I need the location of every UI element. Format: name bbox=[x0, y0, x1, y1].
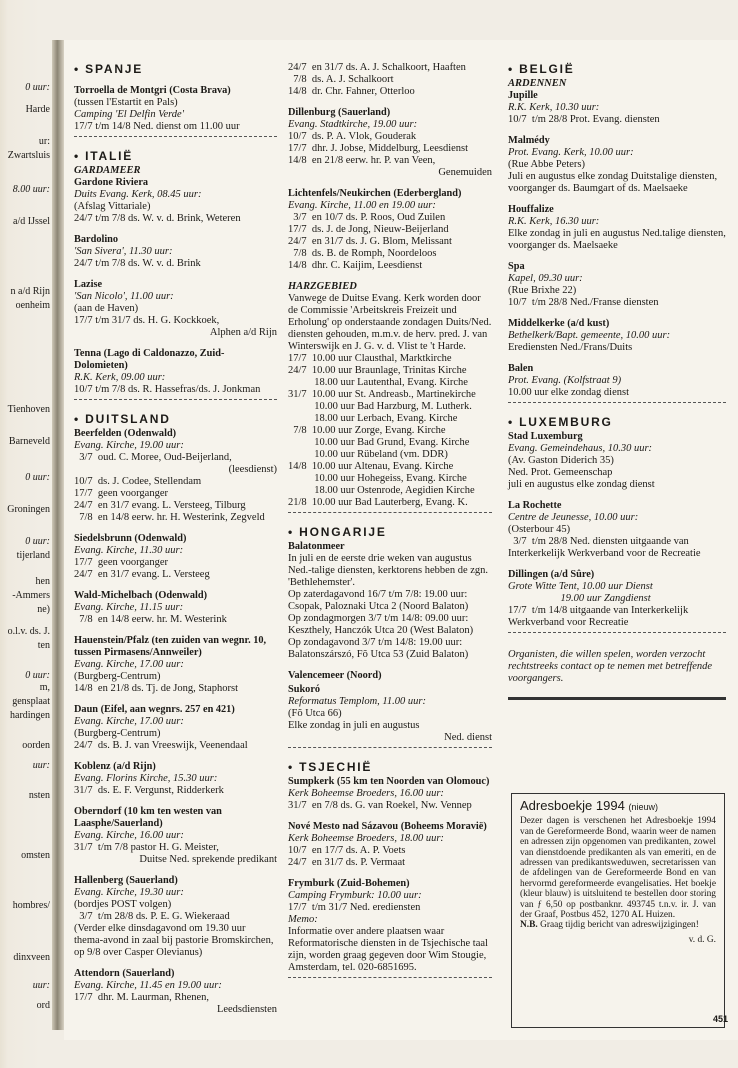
place-name: Spa bbox=[508, 261, 525, 272]
service-line: (bordjes POST volgen) bbox=[74, 899, 172, 910]
dashed-divider bbox=[74, 136, 277, 137]
service-entry bbox=[288, 776, 492, 812]
country-heading: • BELGIË bbox=[508, 62, 575, 76]
place-name: Hallenberg (Sauerland) bbox=[74, 875, 178, 886]
service-line: 18.00 uur Lautenthal, Evang. Kirche bbox=[288, 377, 468, 388]
service-line: 3/7 oud. C. Moree, Oud-Beijerland, bbox=[74, 452, 232, 463]
left-page-fragment: Groningen bbox=[7, 504, 50, 515]
service-location: Evang. Kirche, 17.00 uur: bbox=[74, 659, 184, 670]
service-line: 3/7 t/m 28/8 Ned. diensten uitgaande van Interkerkelijk Werkverband voor de Recreatie bbox=[508, 536, 701, 559]
left-page-fragment: dinxveen bbox=[13, 952, 50, 963]
service-location: 19.00 uur Zangdienst bbox=[508, 593, 651, 604]
place-name: Houffalize bbox=[508, 204, 554, 215]
service-entry bbox=[508, 261, 726, 309]
service-line: 31/7 en 7/8 ds. G. van Roekel, Nw. Vennep bbox=[288, 800, 472, 811]
place-name: Malmédy bbox=[508, 135, 550, 146]
box-signature: v. d. G. bbox=[688, 934, 716, 945]
service-location: Centre de Jeunesse, 10.00 uur: bbox=[508, 512, 639, 523]
left-page-fragment: ten bbox=[37, 640, 50, 651]
service-location: Reformatus Templom, 11.00 uur: bbox=[288, 696, 426, 707]
place-name: Attendorn (Sauerland) bbox=[74, 968, 175, 979]
service-line: 17/7 t/m 14/8 uitgaande van Interkerkelijk Werkverband voor Recreatie bbox=[508, 605, 691, 628]
service-entry bbox=[74, 968, 277, 1016]
service-line: Elke zondag in juli en augustus bbox=[288, 720, 420, 731]
left-page-fragment: oenheim bbox=[15, 300, 50, 311]
box-nb bbox=[520, 920, 716, 930]
service-line: Ned. Prot. Gemeenschap bbox=[508, 467, 613, 478]
place-name: Beerfelden (Odenwald) bbox=[74, 428, 177, 439]
dashed-divider bbox=[74, 399, 277, 400]
service-entry bbox=[288, 821, 492, 869]
service-line: 10/7 ds. J. Codee, Stellendam bbox=[74, 476, 202, 487]
region-heading: HARZGEBIED bbox=[288, 281, 357, 292]
service-entry bbox=[74, 806, 277, 866]
service-line: 18.00 uur Ostenrode, Aegidien Kirche bbox=[288, 485, 475, 496]
service-line: 10.00 uur Bad Grund, Evang. Kirche bbox=[288, 437, 470, 448]
left-page-fragment: 0 uur: bbox=[25, 82, 50, 93]
service-entry bbox=[508, 204, 729, 252]
left-page-fragment: 0 uur: bbox=[25, 472, 50, 483]
service-line: 10.00 uur elke zondag dienst bbox=[508, 387, 630, 398]
service-line: 14/8 dhr. C. Kaijim, Leesdienst bbox=[288, 260, 423, 271]
service-entry bbox=[74, 875, 277, 959]
left-page-fragment: n a/d Rijn bbox=[10, 286, 50, 297]
box-body: Dezer dagen is verschenen het Adresboekje 1994 van de Gereformeerde Bond, waarin weer de namen en adressen zijn opgenomen van predikanten, zowel van dienstdoende predikanten als van emeriti, en de adressen van predikantsweduwen, secretarissen van de afdelingen van de Gereformeerde Bond en van hervormd gereformeerde evangelisaties. Het boekje (kleur blauw) is uitsluitend te bestellen door storing van ƒ 6,50 op postbanknr. 493745 t.n.v. ir. J. van der Graaf, Postbus 452, 1270 AL Huizen. bbox=[520, 816, 716, 921]
service-line: (Verder elke dinsdagavond om 19.30 uur thema-avond in zaal bij pastorie Bromskirchen, op 9/8 over Casper Olevianus) bbox=[74, 923, 277, 958]
service-line: 10/7 t/m 28/8 Prot. Evang. diensten bbox=[508, 114, 660, 125]
service-location: Evang. Florins Kirche, 15.30 uur: bbox=[74, 773, 218, 784]
left-page-fragment: Tienhoven bbox=[7, 404, 50, 415]
service-line: Erediensten Ned./Frans/Duits bbox=[508, 342, 633, 353]
place-name: Daun (Eifel, aan wegnrs. 257 en 421) bbox=[74, 704, 235, 715]
service-entry bbox=[288, 188, 492, 272]
adresboekje-box bbox=[511, 793, 725, 1028]
service-location: Kapel, 09.30 uur: bbox=[508, 273, 583, 284]
organist-note: Organisten, die willen spelen, worden verzocht rechtstreeks contact op te nemen met betreffende voorgangers. bbox=[508, 649, 713, 684]
service-location: R.K. Kerk, 16.30 uur: bbox=[508, 216, 600, 227]
left-page-fragment: ur: bbox=[38, 136, 50, 147]
place-name: Sumpkerk (55 km ten Noorden van Olomouc) bbox=[288, 776, 490, 787]
service-location: Memo: bbox=[288, 914, 318, 925]
service-line: 24/7 ds. B. J. van Vreeswijk, Veenendaal bbox=[74, 740, 248, 751]
service-entry bbox=[74, 234, 277, 270]
left-page-fragment: nsten bbox=[28, 790, 50, 801]
left-page-fragment: hombres/ bbox=[12, 900, 50, 911]
left-page-fragment: ord bbox=[36, 1000, 50, 1011]
place-name: Lichtenfels/Neukirchen (Ederbergland) bbox=[288, 188, 462, 199]
service-line: (Burgberg-Centrum) bbox=[74, 671, 161, 682]
place-name: Dillingen (a/d Sûre) bbox=[508, 569, 595, 580]
dashed-divider bbox=[508, 632, 726, 633]
service-line: (Rue Brixhe 22) bbox=[508, 285, 577, 296]
place-name: Frymburk (Zuid-Bohemen) bbox=[288, 878, 410, 889]
service-location: Evang. Kirche, 11.15 uur: bbox=[74, 602, 184, 613]
service-line-right: Leedsdiensten bbox=[216, 1004, 277, 1015]
place-name: Nové Mesto nad Sázavou (Boheems Moravië) bbox=[288, 821, 487, 832]
service-location: Evang. Kirche, 11.30 uur: bbox=[74, 545, 184, 556]
dashed-divider bbox=[288, 977, 492, 978]
service-line: 10/7 t/m 28/8 Ned./Franse diensten bbox=[508, 297, 659, 308]
service-location: Bethelkerk/Bapt. gemeente, 10.00 uur: bbox=[508, 330, 671, 341]
service-line: 17/7 t/m 31/7 Ned. erediensten bbox=[288, 902, 421, 913]
place-name: Dillenburg (Sauerland) bbox=[288, 107, 391, 118]
service-line: 17/7 dhr. J. Jobse, Middelburg, Leesdienst bbox=[288, 143, 469, 154]
place-name: Siedelsbrunn (Odenwald) bbox=[74, 533, 187, 544]
service-location: Prot. Evang. (Kolfstraat 9) bbox=[508, 375, 622, 386]
left-page-fragment: m, bbox=[39, 682, 50, 693]
service-entry bbox=[508, 431, 726, 491]
service-entry bbox=[288, 62, 492, 98]
service-location: Evang. Kirche, 17.00 uur: bbox=[74, 716, 184, 727]
service-line: (tussen l'Estartit en Pals) bbox=[74, 97, 178, 108]
page-gutter bbox=[52, 40, 64, 1030]
service-entry bbox=[74, 165, 277, 225]
service-line: 7/8 en 14/8 eerw. hr. M. Westerink bbox=[74, 614, 227, 625]
place-name: Balen bbox=[508, 363, 534, 374]
service-line: Informatie over andere plaatsen waar Reformatorische diensten in de Tsjechische taal zijn, worden graag gegeven door Wim Stougie, Amsterdam, tel. 020-6851695. bbox=[288, 926, 491, 973]
place-name: Hauenstein/Pfalz (ten zuiden van wegnr. 10, tussen Pirmasens/Annweiler) bbox=[74, 635, 267, 658]
place-name: Valencemeer (Noord) bbox=[288, 670, 382, 681]
service-location: Evang. Gemeindehaus, 10.30 uur: bbox=[508, 443, 653, 454]
service-line: 7/8 10.00 uur Zorge, Evang. Kirche bbox=[288, 425, 446, 436]
service-line: 17/7 geen voorganger bbox=[74, 557, 168, 568]
service-location: R.K. Kerk, 09.00 uur: bbox=[74, 372, 166, 383]
service-entry bbox=[508, 318, 726, 354]
service-line: 14/8 en 21/8 eerw. hr. P. van Veen, bbox=[288, 155, 436, 166]
left-page-fragment: o.l.v. ds. J. bbox=[7, 626, 50, 637]
service-line: (Fõ Utca 66) bbox=[288, 708, 342, 719]
left-page-fragment: hardingen bbox=[10, 710, 50, 721]
place-name: Middelkerke (a/d kust) bbox=[508, 318, 610, 329]
region-heading: ARDENNEN bbox=[508, 78, 567, 89]
box-title bbox=[520, 798, 716, 813]
service-location: R.K. Kerk, 10.30 uur: bbox=[508, 102, 600, 113]
place-name: Stad Luxemburg bbox=[508, 431, 583, 442]
service-location: Prot. Evang. Kerk, 10.00 uur: bbox=[508, 147, 634, 158]
box-title-text: Adresboekje 1994 bbox=[520, 798, 625, 813]
place-name: Tenna (Lago di Caldonazzo, Zuid-Dolomieten) bbox=[74, 348, 225, 371]
country-heading: • SPANJE bbox=[74, 62, 144, 76]
previous-page-edge bbox=[0, 60, 50, 1011]
left-page-fragment: hen bbox=[35, 576, 50, 587]
service-line-right: (leesdienst) bbox=[228, 464, 277, 475]
service-location: Kerk Boheemse Broeders, 18.00 uur: bbox=[288, 833, 444, 844]
service-line: 10/7 en 17/7 ds. A. P. Voets bbox=[288, 845, 406, 856]
dashed-divider bbox=[288, 747, 492, 748]
service-entry bbox=[74, 85, 277, 133]
service-location: Evang. Kirche, 19.30 uur: bbox=[74, 887, 184, 898]
country-heading: • HONGARIJE bbox=[288, 525, 387, 539]
service-line: 24/7 en 31/7 ds. P. Vermaat bbox=[288, 857, 406, 868]
service-line: 17/7 10.00 uur Clausthal, Marktkirche bbox=[288, 353, 452, 364]
place-name: Lazise bbox=[74, 279, 103, 290]
country-heading: • TSJECHIË bbox=[288, 760, 373, 774]
service-location: Camping 'El Delfin Verde' bbox=[74, 109, 184, 120]
dashed-divider bbox=[508, 402, 726, 403]
service-line: 24/7 en 31/7 ds. J. G. Blom, Melissant bbox=[288, 236, 452, 247]
place-name: Koblenz (a/d Rijn) bbox=[74, 761, 156, 772]
service-line: 24/7 en 31/7 evang. L. Versteeg, Tilburg bbox=[74, 500, 246, 511]
left-page-fragment: Harde bbox=[25, 104, 50, 115]
service-line: juli en augustus elke zondag dienst bbox=[508, 479, 655, 490]
left-page-fragment: omsten bbox=[21, 850, 50, 861]
service-line: 24/7 t/m 7/8 ds. W. v. d. Brink bbox=[74, 258, 201, 269]
service-location: Evang. Stadtkirche, 19.00 uur: bbox=[288, 119, 418, 130]
service-line: Vanwege de Duitse Evang. Kerk worden door de Commissie 'Arbeitskreis Freizeit und Erholung' op onderstaande zondagen Duits/Ned. diensten gehouden, m.m.v. de herv. pred. J. van Winterswijk en J. G. v. d. Vlist te 't Harde. bbox=[288, 293, 495, 352]
left-page-fragment: 8.00 uur: bbox=[12, 184, 50, 195]
left-page-fragment: gensplaat bbox=[12, 696, 50, 707]
service-line: 10.00 uur Hohegeiss, Evang. Kirche bbox=[288, 473, 467, 484]
service-location: Grote Witte Tent, 10.00 uur Dienst bbox=[508, 581, 653, 592]
service-line: 17/7 dhr. M. Laurman, Rhenen, bbox=[74, 992, 210, 1003]
service-line: 18.00 uur Lerbach, Evang. Kirche bbox=[288, 413, 458, 424]
left-page-fragment: tijerland bbox=[16, 550, 50, 561]
service-entry bbox=[288, 878, 492, 974]
service-line: 24/7 en 31/7 ds. A. J. Schalkoort, Haaften bbox=[288, 62, 466, 73]
service-line: (Rue Abbe Peters) bbox=[508, 159, 585, 170]
country-heading: • DUITSLAND bbox=[74, 412, 171, 426]
service-entry bbox=[74, 348, 277, 396]
service-line: 24/7 10.00 uur Braunlage, Trinitas Kirche bbox=[288, 365, 467, 376]
service-line: 14/8 en 21/8 ds. Tj. de Jong, Staphorst bbox=[74, 683, 239, 694]
service-entry bbox=[288, 670, 492, 682]
left-page-fragment: ne) bbox=[37, 604, 50, 615]
service-entry bbox=[508, 569, 726, 629]
place-name: Sukoró bbox=[288, 684, 321, 695]
service-entry bbox=[74, 428, 277, 524]
service-line: 14/8 10.00 uur Altenau, Evang. Kirche bbox=[288, 461, 454, 472]
left-page-fragment: oorden bbox=[22, 740, 50, 751]
service-location: 'San Nicolo', 11.00 uur: bbox=[74, 291, 174, 302]
service-location: Evang. Kirche, 11.00 en 19.00 uur: bbox=[288, 200, 436, 211]
service-line: Op zondagmorgen 3/7 t/m 14/8: 09.00 uur: Keszthely, Hanczók Utca 20 (West Balaton) bbox=[288, 613, 474, 636]
service-line: 17/7 ds. J. de Jong, Nieuw-Beijerland bbox=[288, 224, 449, 235]
service-entry bbox=[74, 590, 277, 626]
box-nb-label: N.B. bbox=[520, 920, 538, 931]
service-entry bbox=[288, 541, 492, 661]
service-line: 10.00 uur Rübeland (vm. DDR) bbox=[288, 449, 448, 460]
region-heading: GARDAMEER bbox=[74, 165, 141, 176]
service-location: Evang. Kirche, 19.00 uur: bbox=[74, 440, 184, 451]
country-heading: • LUXEMBURG bbox=[508, 415, 613, 429]
service-entry bbox=[508, 363, 726, 399]
service-line: 10/7 t/m 7/8 ds. R. Hassefras/ds. J. Jonkman bbox=[74, 384, 261, 395]
service-line: Elke zondag in juli en augustus Ned.talige diensten, voorganger ds. Maelsaeke bbox=[508, 228, 729, 251]
service-line: 24/7 t/m 7/8 ds. W. v. d. Brink, Weteren bbox=[74, 213, 241, 224]
column-1 bbox=[74, 62, 277, 1016]
service-location: Evang. Kirche, 16.00 uur: bbox=[74, 830, 184, 841]
place-name: La Rochette bbox=[508, 500, 562, 511]
service-line: 14/8 dr. Chr. Fahner, Otterloo bbox=[288, 86, 415, 97]
left-page-fragment: a/d IJssel bbox=[13, 216, 50, 227]
service-line: 3/7 t/m 28/8 ds. P. E. G. Wiekeraad bbox=[74, 911, 230, 922]
service-entry bbox=[288, 107, 492, 179]
column-3 bbox=[508, 62, 729, 700]
service-line-right: Alphen a/d Rijn bbox=[209, 327, 277, 338]
service-entry bbox=[508, 78, 726, 126]
box-nb-text: Graag tijdig bericht van adreswijzigingen! bbox=[540, 920, 699, 931]
service-line: 10/7 ds. P. A. Vlok, Gouderak bbox=[288, 131, 417, 142]
left-page-fragment: Zwartsluis bbox=[7, 150, 50, 161]
service-line: 21/8 10.00 uur Bad Lauterberg, Evang. K. bbox=[288, 497, 468, 508]
service-line: 7/8 en 14/8 eerw. hr. H. Westerink, Zegveld bbox=[74, 512, 265, 523]
column-2 bbox=[288, 62, 495, 980]
place-name: Gardone Riviera bbox=[74, 177, 149, 188]
place-name: Torroella de Montgri (Costa Brava) bbox=[74, 85, 231, 96]
service-line: 31/7 ds. E. F. Vergunst, Ridderkerk bbox=[74, 785, 224, 796]
service-line: 7/8 ds. A. J. Schalkoort bbox=[288, 74, 394, 85]
service-line: (aan de Haven) bbox=[74, 303, 139, 314]
service-line: 31/7 t/m 7/8 pastor H. G. Meister, bbox=[74, 842, 219, 853]
box-title-small: (nieuw) bbox=[628, 802, 658, 812]
place-name: Oberndorf (10 km ten westen van Laasphe/Sauerland) bbox=[74, 806, 222, 829]
magazine-page bbox=[64, 40, 738, 1040]
service-line: 3/7 en 10/7 ds. P. Roos, Oud Zuilen bbox=[288, 212, 446, 223]
service-line-right: Genemuiden bbox=[438, 167, 492, 178]
service-line: 17/7 t/m 14/8 Ned. dienst om 11.00 uur bbox=[74, 121, 240, 132]
service-line: 17/7 geen voorganger bbox=[74, 488, 168, 499]
service-entry bbox=[74, 761, 277, 797]
service-entry bbox=[74, 533, 277, 581]
service-line: 24/7 en 31/7 evang. L. Versteeg bbox=[74, 569, 210, 580]
place-name: Bardolino bbox=[74, 234, 119, 245]
service-line: 17/7 t/m 31/7 ds. H. G. Kockkoek, bbox=[74, 315, 220, 326]
dashed-divider bbox=[288, 512, 492, 513]
service-entry bbox=[508, 135, 726, 195]
service-line: In juli en de eerste drie weken van augustus Ned.-talige diensten, kerktorens hebben de zgn. 'Bethlehemster'. bbox=[288, 553, 491, 588]
service-entry bbox=[74, 704, 277, 752]
place-name: Jupille bbox=[508, 90, 538, 101]
country-heading: • ITALIË bbox=[74, 149, 134, 163]
service-line: (Afslag Vittariale) bbox=[74, 201, 151, 212]
service-location: Evang. Kirche, 11.45 en 19.00 uur: bbox=[74, 980, 222, 991]
service-location: Kerk Boheemse Broeders, 16.00 uur: bbox=[288, 788, 444, 799]
service-entry bbox=[508, 500, 726, 560]
service-entry bbox=[74, 635, 277, 695]
left-page-fragment: Barneveld bbox=[8, 436, 50, 447]
service-line-right: Duitse Ned. sprekende predikant bbox=[139, 854, 277, 865]
service-line: (Osterbour 45) bbox=[508, 524, 571, 535]
service-line-right: Ned. dienst bbox=[444, 732, 492, 743]
service-location: Camping Frymburk: 10.00 uur: bbox=[288, 890, 422, 901]
service-location: 'San Sivera', 11.30 uur: bbox=[74, 246, 173, 257]
service-line: (Av. Gaston Diderich 35) bbox=[508, 455, 614, 466]
service-location: Duits Evang. Kerk, 08.45 uur: bbox=[74, 189, 202, 200]
left-page-fragment: uur: bbox=[32, 760, 50, 771]
service-entry bbox=[74, 279, 277, 339]
service-line: 7/8 ds. B. de Romph, Noordeloos bbox=[288, 248, 437, 259]
place-name: Wald-Michelbach (Odenwald) bbox=[74, 590, 208, 601]
page-number: 451 bbox=[712, 1014, 728, 1024]
left-page-fragment: 0 uur: bbox=[25, 670, 50, 681]
service-line: 10.00 uur Bad Harzburg, M. Lutherk. bbox=[288, 401, 472, 412]
service-line: Juli en augustus elke zondag Duitstalige diensten, voorganger ds. Baumgart of ds. Maelsaeke bbox=[508, 171, 720, 194]
left-page-fragment: -Ammers bbox=[12, 590, 50, 601]
left-page-fragment: 0 uur: bbox=[25, 536, 50, 547]
service-line: (Burgberg-Centrum) bbox=[74, 728, 161, 739]
left-page-fragment: uur: bbox=[32, 980, 50, 991]
service-line: Op zaterdagavond 16/7 t/m 7/8: 19.00 uur: Csopak, Paloznaki Utca 2 (Noord Balaton) bbox=[288, 589, 470, 612]
thick-divider bbox=[508, 697, 726, 700]
service-line: 31/7 10.00 uur St. Andreasb., Martinekirche bbox=[288, 389, 476, 400]
service-line: Op zondagavond 3/7 t/m 14/8: 19.00 uur: Balatonszárszó, Fõ Utca 53 (Zuid Balaton) bbox=[288, 637, 469, 660]
service-entry bbox=[288, 684, 492, 744]
service-entry bbox=[288, 281, 495, 509]
place-name: Balatonmeer bbox=[288, 541, 345, 552]
